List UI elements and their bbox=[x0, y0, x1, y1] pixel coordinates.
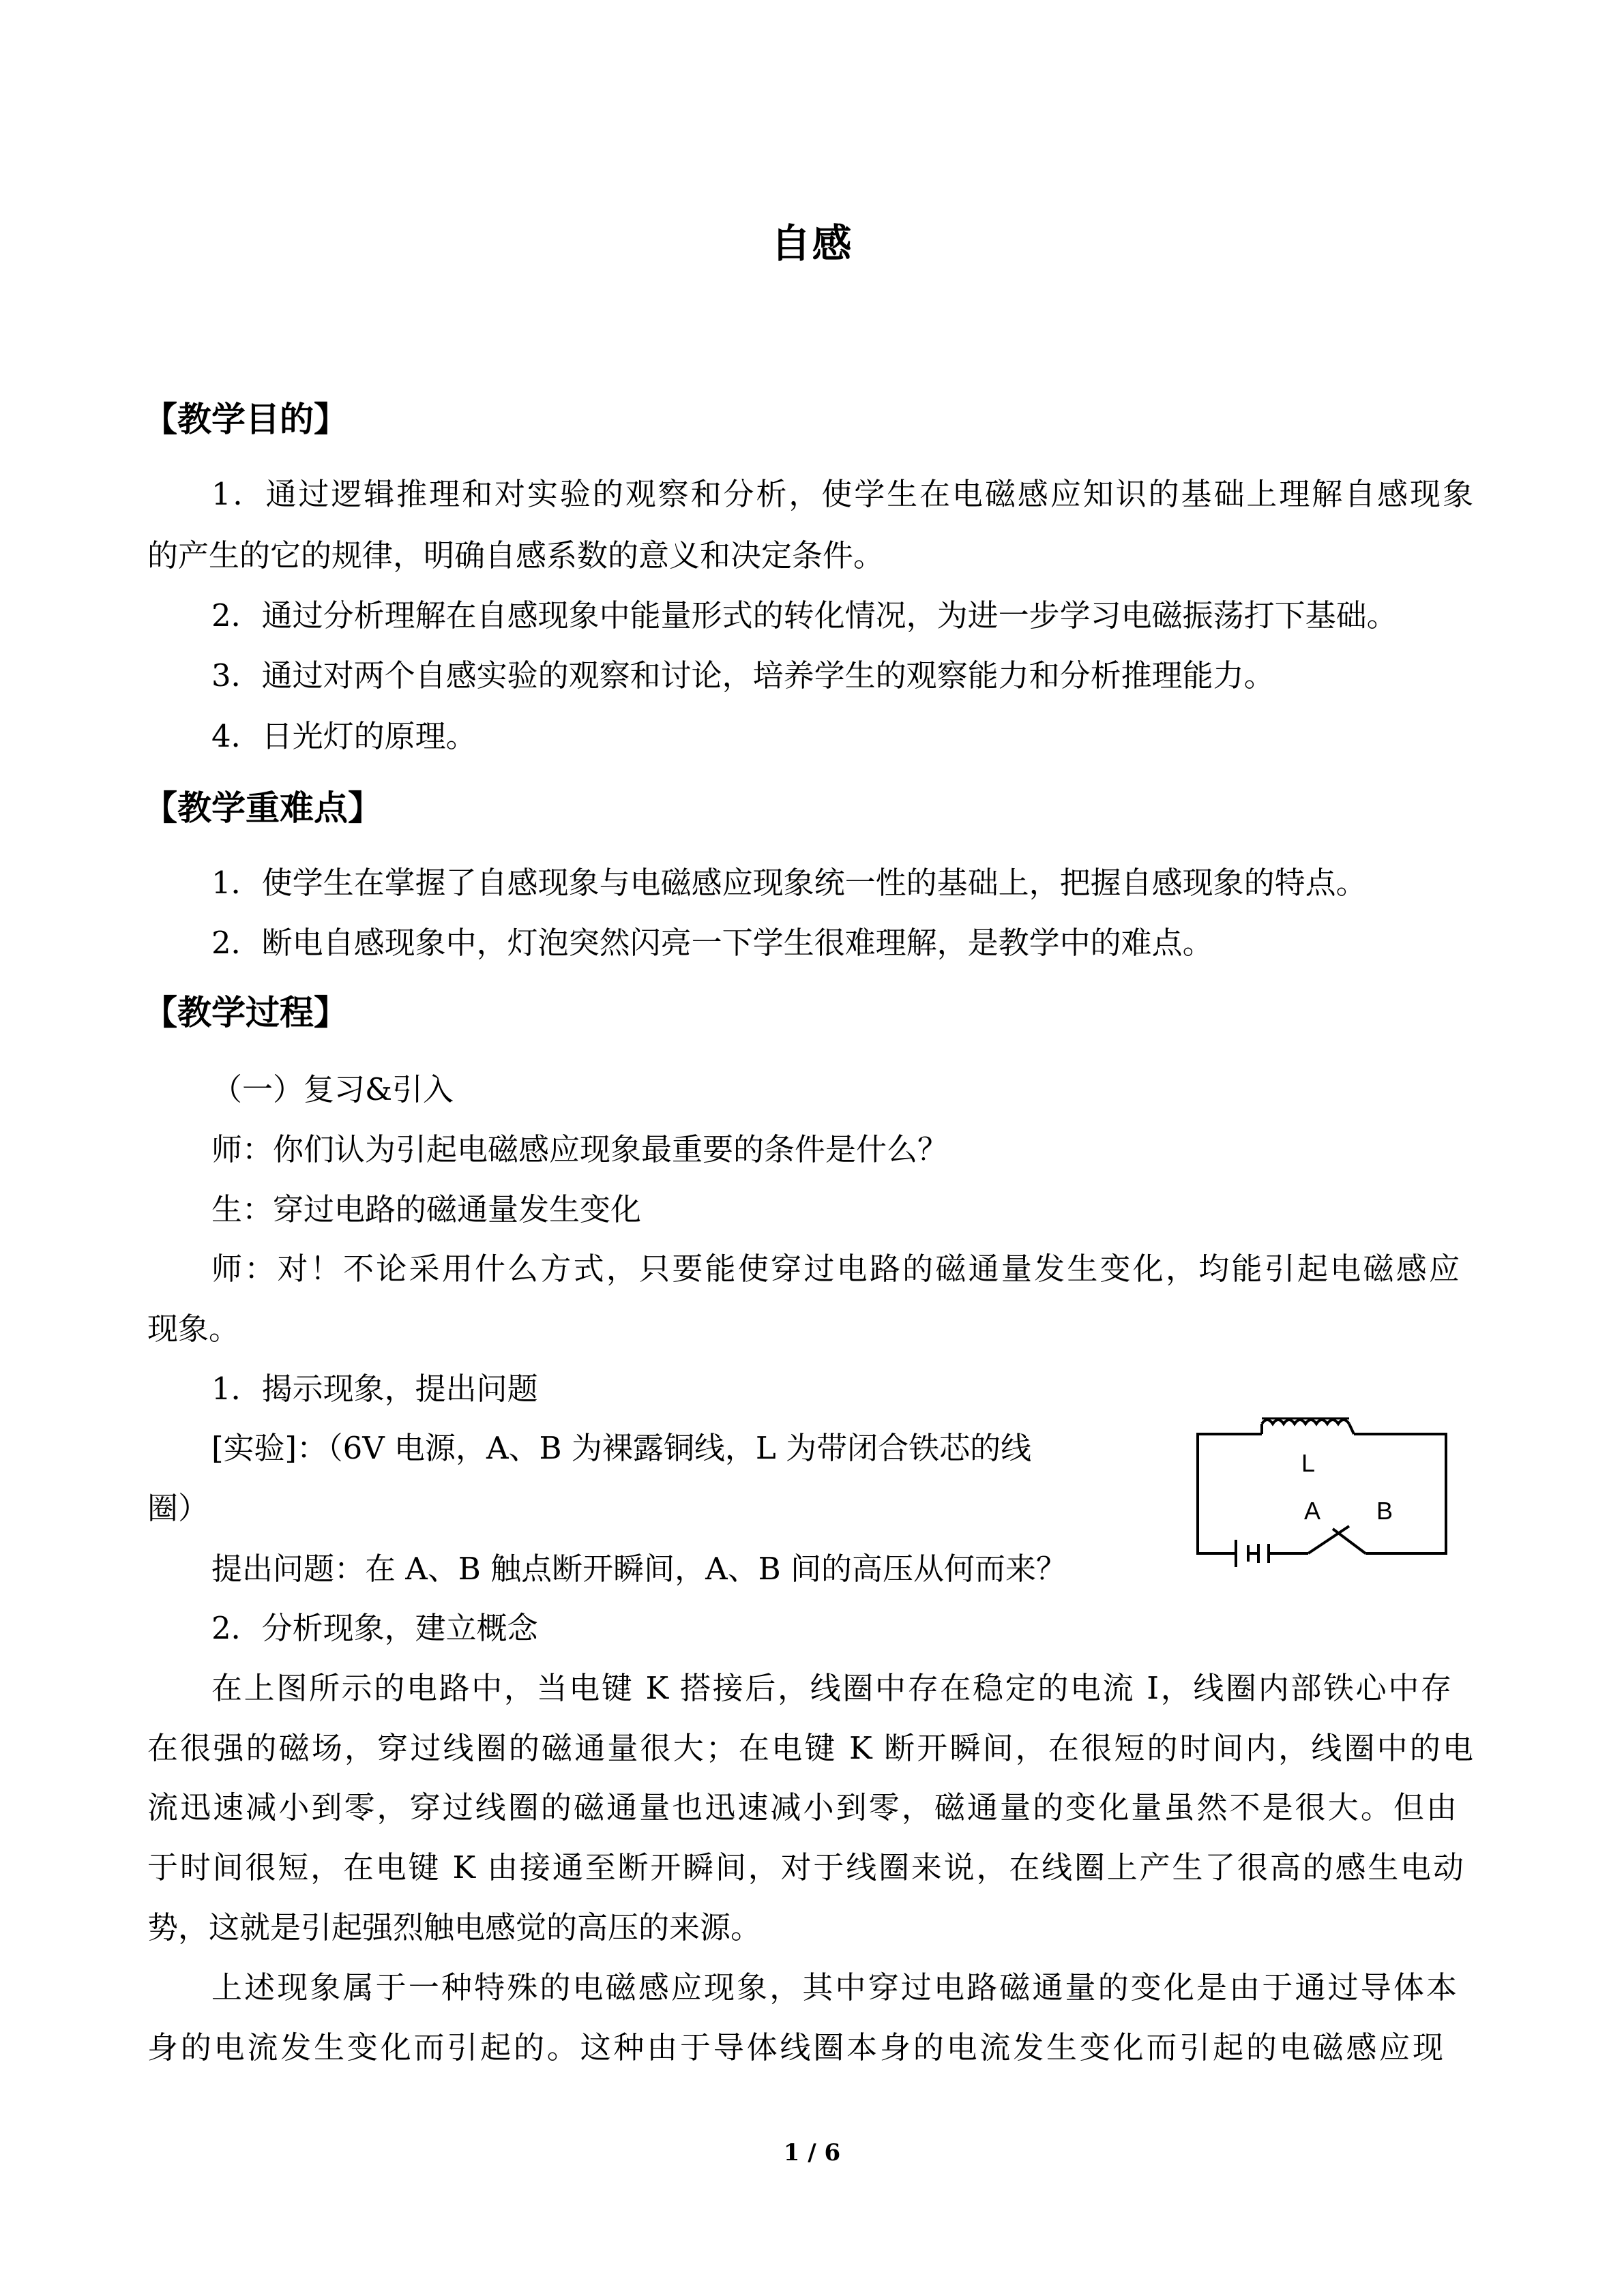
switch-wire-b bbox=[1333, 1529, 1365, 1553]
circuit-label-a: A bbox=[1304, 1497, 1321, 1525]
objective-4: 4．日光灯的原理。 bbox=[211, 718, 477, 754]
page-title: 自感 bbox=[771, 220, 853, 267]
objective-3: 3．通过对两个自感实验的观察和讨论，培养学生的观察能力和分析推理能力。 bbox=[211, 657, 1275, 694]
analysis-line-3: 流迅速减小到零，穿过线圈的磁通量也迅速减小到零，磁通量的变化量虽然不是很大。但由 bbox=[147, 1789, 1457, 1825]
switch-wire-a bbox=[1308, 1526, 1349, 1553]
inductor-coil bbox=[1262, 1420, 1349, 1424]
step-2-heading: 2．分析现象，建立概念 bbox=[211, 1610, 538, 1646]
teacher-reply-line-1: 师：对！不论采用什么方式，只要能使穿过电路的磁通量发生变化，均能引起电磁感应 bbox=[211, 1251, 1460, 1287]
experiment-line-2: 圈） bbox=[147, 1490, 209, 1526]
objective-2: 2．通过分析理解在自感现象中能量形式的转化情况，为进一步学习电磁振荡打下基础。 bbox=[211, 597, 1398, 633]
concept-line-1: 上述现象属于一种特殊的电磁感应现象，其中穿过电路磁通量的变化是由于通过导体本 bbox=[211, 1969, 1457, 2006]
heading-key-points: 【教学重难点】 bbox=[143, 788, 382, 828]
analysis-line-1: 在上图所示的电路中，当电键 K 搭接后，线圈中存在稳定的电流 I，线圈内部铁心中存 bbox=[211, 1670, 1451, 1706]
process-subsection-1: （一）复习&引入 bbox=[211, 1071, 454, 1107]
heading-process: 【教学过程】 bbox=[143, 993, 348, 1032]
objective-1-line-1: 1．通过逻辑推理和对实验的观察和分析，使学生在电磁感应知识的基础上理解自感现象 bbox=[211, 476, 1473, 512]
experiment-line-1: [实验]：（6V 电源，A、B 为裸露铜线，L 为带闭合铁芯的线 bbox=[211, 1430, 1032, 1466]
analysis-line-5: 势，这就是引起强烈触电感觉的高压的来源。 bbox=[147, 1909, 762, 1945]
circuit-label-b: B bbox=[1376, 1497, 1393, 1525]
key-point-1: 1．使学生在掌握了自感现象与电磁感应现象统一性的基础上，把握自感现象的特点。 bbox=[211, 865, 1367, 901]
student-answer: 生：穿过电路的磁通量发生变化 bbox=[211, 1191, 642, 1227]
concept-line-2: 身的电流发生变化而引起的。这种由于导体线圈本身的电流发生变化而引起的电磁感应现 bbox=[147, 2029, 1443, 2066]
page-number: 1 / 6 bbox=[783, 2139, 841, 2166]
step-1-heading: 1．揭示现象，提出问题 bbox=[211, 1371, 538, 1407]
experiment-question: 提出问题：在 A、B 触点断开瞬间，A、B 间的高压从何而来？ bbox=[211, 1551, 1067, 1587]
circuit-diagram bbox=[1187, 1412, 1460, 1582]
circuit-wire-left bbox=[1198, 1434, 1262, 1553]
heading-objectives: 【教学目的】 bbox=[143, 400, 348, 439]
analysis-line-2: 在很强的磁场，穿过线圈的磁通量很大；在电键 K 断开瞬间，在很短的时间内，线圈中的电 bbox=[147, 1730, 1473, 1766]
circuit-wire-right bbox=[1354, 1434, 1446, 1553]
circuit-label-l: L bbox=[1301, 1449, 1316, 1477]
analysis-line-4: 于时间很短，在电键 K 由接通至断开瞬间，对于线圈来说，在线圈上产生了很高的感生电动 bbox=[147, 1849, 1464, 1885]
key-point-2: 2．断电自感现象中，灯泡突然闪亮一下学生很难理解，是教学中的难点。 bbox=[211, 925, 1213, 961]
teacher-reply-line-2: 现象。 bbox=[147, 1311, 240, 1347]
teacher-question: 师：你们认为引起电磁感应现象最重要的条件是什么？ bbox=[211, 1131, 949, 1167]
objective-1-line-2: 的产生的它的规律，明确自感系数的意义和决定条件。 bbox=[147, 537, 885, 573]
